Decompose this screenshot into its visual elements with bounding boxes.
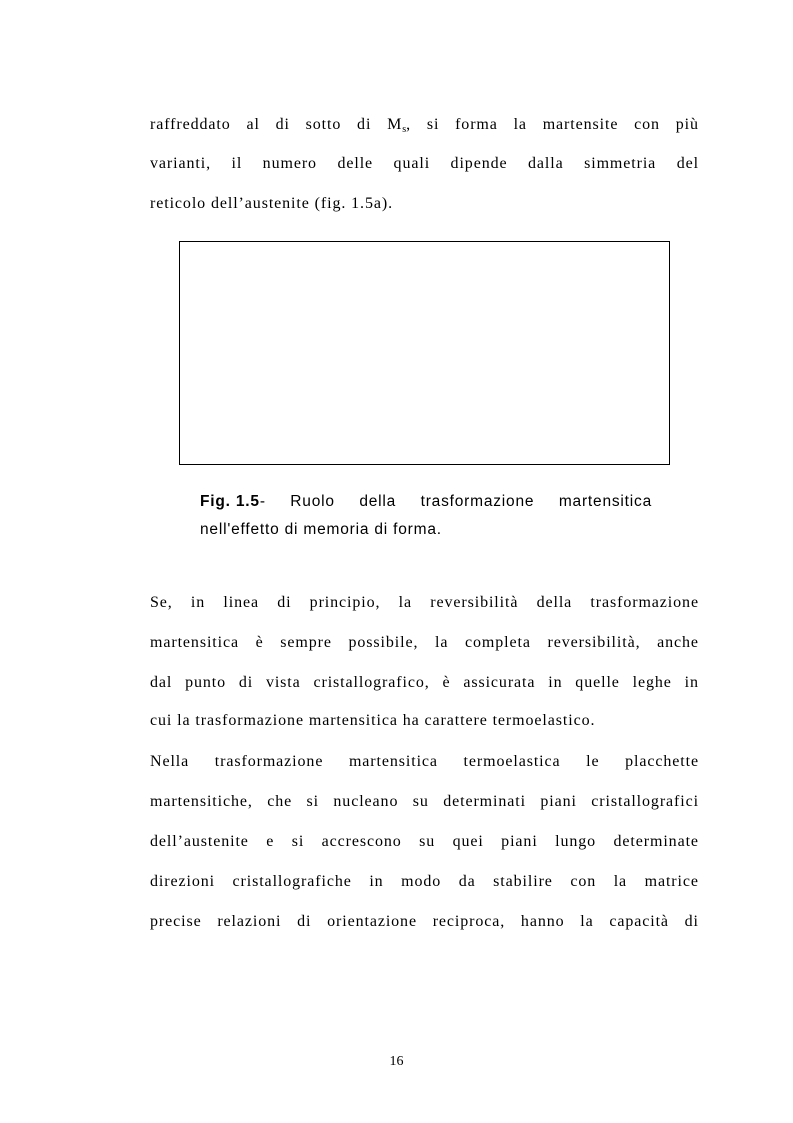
line-text: reticolo dell’austenite (fig. 1.5a). (150, 195, 393, 212)
text-line (150, 632, 699, 654)
word: nucleano (333, 793, 399, 810)
word: leghe (632, 674, 672, 691)
word: dell’austenite (150, 833, 249, 850)
word: cristallografiche (232, 873, 352, 890)
word: $M_s$, (387, 116, 412, 135)
word: la (580, 913, 594, 930)
word: anche (657, 634, 699, 651)
line-text: cui la trasformazione martensitica ha carattere termoelastico. (150, 712, 596, 729)
word: in (369, 873, 384, 890)
word: di (357, 116, 372, 133)
text-line (150, 193, 699, 215)
word: più (675, 116, 699, 133)
word: su (419, 833, 436, 850)
word: linea (223, 594, 259, 611)
text-line (150, 911, 699, 933)
text-line (150, 672, 699, 694)
word: da (458, 873, 476, 890)
word: di (277, 594, 292, 611)
text-line (150, 114, 699, 136)
word: in (548, 674, 563, 691)
word: martensitica (348, 753, 438, 770)
word: al (246, 116, 260, 133)
word: quali (393, 155, 431, 172)
word: dipende (450, 155, 508, 172)
word: simmetria (584, 155, 657, 172)
word: capacità (609, 913, 669, 930)
caption-line (200, 519, 652, 541)
word: è (255, 634, 264, 651)
word: del (676, 155, 699, 172)
word: la (435, 634, 449, 651)
word: vista (265, 674, 301, 691)
word: di (275, 116, 290, 133)
text-line (150, 831, 699, 853)
caption-content (200, 491, 652, 513)
word: il (231, 155, 243, 172)
word: trasformazione (590, 594, 699, 611)
word: la (398, 594, 413, 611)
word: le (586, 753, 600, 770)
text-line (150, 592, 699, 614)
word: raffreddato (150, 116, 231, 133)
text-line (150, 153, 699, 175)
caption-line (200, 491, 652, 513)
word: determinati (443, 793, 526, 810)
word: in (684, 674, 699, 691)
word: e (266, 833, 275, 850)
word: sempre (280, 634, 332, 651)
word: forma (455, 116, 498, 133)
word: martensitiche, (150, 793, 253, 810)
text-line (150, 791, 699, 813)
text-line (150, 710, 699, 732)
word: varianti, (150, 155, 211, 172)
word: dal (150, 674, 173, 691)
word: che (267, 793, 293, 810)
word: martensitica (150, 634, 239, 651)
word: Nella (150, 753, 190, 770)
figure-image-placeholder (179, 241, 670, 465)
word: placchette (625, 753, 699, 770)
word: determinate (613, 833, 699, 850)
word: completa (465, 634, 531, 651)
word: relazioni (217, 913, 282, 930)
word: reversibilità, (547, 634, 641, 651)
word: con (634, 116, 660, 133)
word: la (613, 873, 628, 890)
word: la (513, 116, 527, 133)
word: di (238, 674, 254, 691)
text-line (150, 751, 699, 773)
word: con (570, 873, 597, 890)
word: principio, (309, 594, 381, 611)
word: si (291, 833, 305, 850)
word: in (190, 594, 206, 611)
caption-text-first: - Ruolo della trasformazione martensitica (259, 493, 652, 510)
word: si (306, 793, 319, 810)
word: martensite (542, 116, 619, 133)
word: matrice (644, 873, 699, 890)
word: trasformazione (214, 753, 324, 770)
word: quei (452, 833, 484, 850)
text-line (150, 871, 699, 893)
word: piani (540, 793, 577, 810)
word: numero (262, 155, 317, 172)
page-number: 16 (389, 1054, 404, 1069)
word: stabilire (493, 873, 553, 890)
word: si (426, 116, 440, 133)
word: è (442, 674, 451, 691)
word: accrescono (321, 833, 402, 850)
word: direzioni (150, 873, 215, 890)
word: precise (150, 913, 202, 930)
word: reciproca, (432, 913, 506, 930)
figure-label: Fig. 1.5 (200, 493, 260, 510)
word: Se, (150, 594, 173, 611)
word: della (536, 594, 573, 611)
caption-text-second: nell'effetto di memoria di forma. (200, 521, 442, 538)
word: cristallografico, (313, 674, 430, 691)
word: lungo (555, 833, 597, 850)
word: hanno (520, 913, 565, 930)
word: di (684, 913, 699, 930)
word: quelle (575, 674, 620, 691)
word: su (412, 793, 429, 810)
word: termoelastica (463, 753, 561, 770)
word: di (297, 913, 312, 930)
word: orientazione (327, 913, 417, 930)
word: punto (185, 674, 227, 691)
word: dalla (528, 155, 564, 172)
word: delle (337, 155, 374, 172)
word: possibile, (348, 634, 419, 651)
word: cristallografici (591, 793, 699, 810)
word: reversibilità (430, 594, 519, 611)
word: modo (401, 873, 442, 890)
word: piani (501, 833, 538, 850)
word: assicurata (463, 674, 536, 691)
word: sotto (305, 116, 342, 133)
